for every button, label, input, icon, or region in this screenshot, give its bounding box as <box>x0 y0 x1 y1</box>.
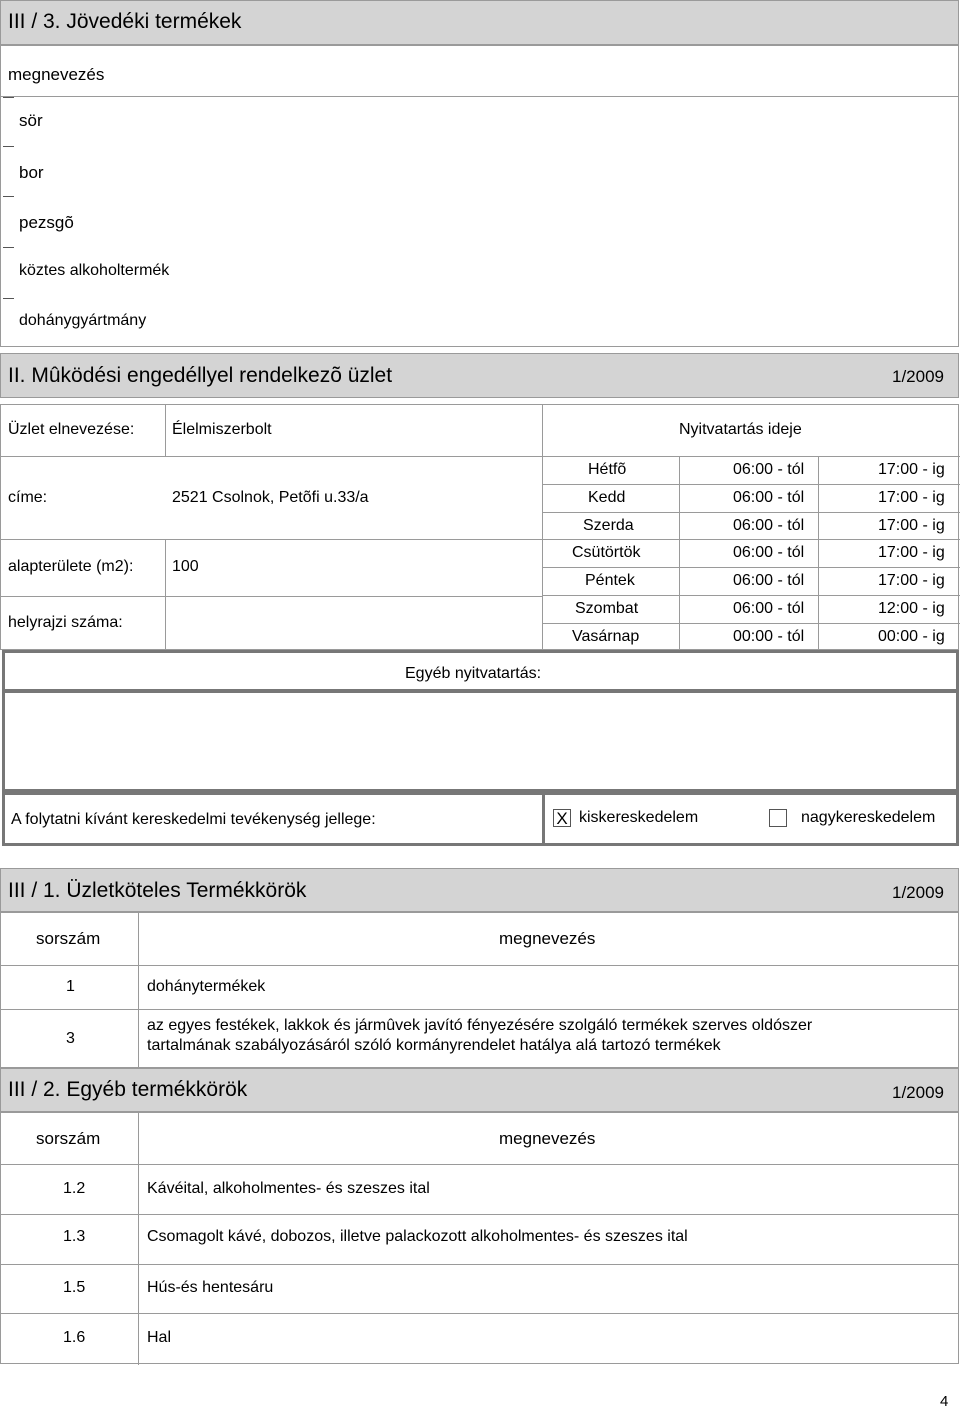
shop-section-header <box>0 353 959 398</box>
retail-label: kiskereskedelem <box>579 809 699 826</box>
products1-table: sorszám megnevezés 1 dohánytermékek 3 az egyes festékek, lakkok és jármûvek javító fényezésére szolgáló termékek szerves oldószer tartalmának szabályozásáról szóló kormányrendelet hatálya alá tartozó termékek <box>0 912 959 1068</box>
area-label: alapterülete (m2): <box>8 558 134 575</box>
products2-section-title: III / 2. Egyéb termékkörök <box>8 1078 248 1101</box>
wholesale-label: nagykereskedelem <box>801 809 936 826</box>
products2-col-num: sorszám <box>36 1129 101 1148</box>
excise-col-header: megnevezés <box>8 65 105 84</box>
shop-section-number: 1/2009 <box>892 367 944 386</box>
products1-section-number: 1/2009 <box>892 883 944 902</box>
shop-details <box>0 404 959 650</box>
products1-col-num: sorszám <box>36 929 101 948</box>
opening-hours-grid: Hétfõ 06:00 - tól 17:00 - ig Kedd 06:00 - tól 17:00 - ig Szerda 06:00 - tól 17:00 - ig Csütörtök 06:00 - tól 17:00 - ig Péntek 06:00 - tól 17:00 - ig Szombat 06:00 - tól 12:00 - ig Vasárnap 00:00 - tól 00:00 - ig <box>542 456 960 651</box>
excise-header-divider <box>1 96 958 97</box>
opening-hours-title: Nyitvatartás ideje <box>679 421 802 438</box>
address-label: címe: <box>8 489 48 506</box>
excise-section-title: III / 3. Jövedéki termékek <box>8 10 242 33</box>
address-value: 2521 Csolnok, Petõfi u.33/a <box>172 489 369 506</box>
other-hours-content <box>2 690 959 792</box>
shop-section-title: II. Mûködési engedéllyel rendelkezõ üzlet <box>8 364 393 387</box>
page-number: 4 <box>940 1393 949 1410</box>
products2-section-number: 1/2009 <box>892 1083 944 1102</box>
shop-name-label: Üzlet elnevezése: <box>8 421 135 438</box>
products1-col-name: megnevezés <box>499 929 596 948</box>
other-hours-header <box>2 650 959 692</box>
activity-label: A folytatni kívánt kereskedelmi tevékenység jellege: <box>11 811 376 828</box>
excise-table: megnevezés sör bor pezsgõ köztes alkoholtermék dohánygyártmány <box>0 45 959 347</box>
activity-row <box>2 792 959 846</box>
area-value: 100 <box>172 558 199 575</box>
shop-name-value: Élelmiszerbolt <box>172 421 272 438</box>
products1-section-title: III / 1. Üzletköteles Termékkörök <box>8 879 307 902</box>
products1-section-header <box>0 868 959 912</box>
products2-table: sorszám megnevezés 1.2 Kávéital, alkoholmentes- és szeszes ital 1.3 Csomagolt kávé, dobozos, illetve palackozott alkoholmentes- és szeszes ital 1.5 Hús-és hentesáru 1.6 Hal <box>0 1112 959 1364</box>
other-hours-label: Egyéb nyitvatartás: <box>405 665 542 682</box>
retail-checkbox[interactable]: X <box>553 809 571 827</box>
products2-section-header <box>0 1068 959 1112</box>
lot-number-label: helyrajzi száma: <box>8 614 123 631</box>
excise-section-header <box>0 0 959 45</box>
products2-col-name: megnevezés <box>499 1129 596 1148</box>
wholesale-checkbox[interactable] <box>769 809 787 827</box>
